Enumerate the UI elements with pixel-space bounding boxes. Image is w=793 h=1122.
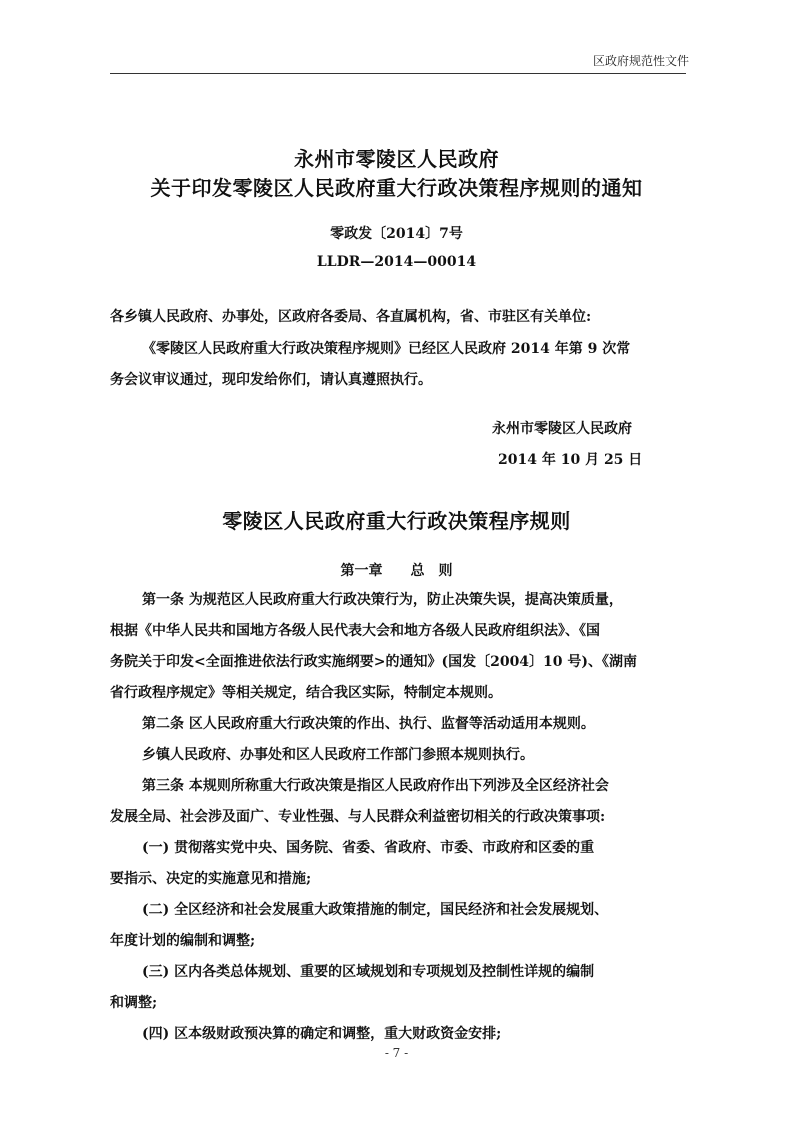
signature-organization: 永州市零陵区人民政府: [492, 421, 632, 437]
article-paragraph: 第二条 区人民政府重大行政决策的作出、执行、监督等活动适用本规则。: [142, 716, 595, 732]
article-paragraph: 发展全局、社会涉及面广、专业性强、与人民群众利益密切相关的行政决策事项:: [110, 809, 606, 825]
rules-title: 零陵区人民政府重大行政决策程序规则: [222, 509, 571, 533]
article-paragraph: 务院关于印发<全面推进依法行政实施纲要>的通知》(国发〔2004〕10 号)、《湖南: [110, 654, 638, 670]
addressee-line: 各乡镇人民政府、办事处，区政府各委局、各直属机构，省、市驻区有关单位:: [110, 309, 592, 325]
article-paragraph: 第三条 本规则所称重大行政决策是指区人民政府作出下列涉及全区经济社会: [142, 778, 609, 794]
issuer-title: 永州市零陵区人民政府: [294, 147, 499, 171]
signature-date: 2014 年 10 月 25 日: [498, 452, 643, 468]
page-number: - 7 -: [384, 1046, 409, 1060]
document-category-tag: 区政府规范性文件: [592, 54, 689, 68]
list-item: (三) 区内各类总体规划、重要的区域规划和专项规划及控制性详规的编制: [142, 964, 595, 980]
notice-body: 务会议审议通过，现印发给你们，请认真遵照执行。: [110, 372, 432, 388]
article-paragraph: 第一条 为规范区人民政府重大行政决策行为，防止决策失误，提高决策质量，: [142, 592, 623, 608]
notice-title: 关于印发零陵区人民政府重大行政决策程序规则的通知: [150, 176, 643, 200]
list-item: 年度计划的编制和调整;: [110, 933, 256, 949]
list-item: (一) 贯彻落实党中央、国务院、省委、省政府、市委、市政府和区委的重: [142, 840, 595, 856]
document-code: LLDR—2014—00014: [316, 254, 477, 270]
list-item: (四) 区本级财政预决算的确定和调整，重大财政资金安排;: [142, 1026, 502, 1042]
list-item: 要指示、决定的实施意见和措施;: [110, 871, 312, 887]
article-paragraph: 根据《中华人民共和国地方各级人民代表大会和地方各级人民政府组织法》、《国: [110, 623, 600, 639]
article-paragraph: 乡镇人民政府、办事处和区人民政府工作部门参照本规则执行。: [142, 747, 534, 763]
list-item: (二) 全区经济和社会发展重大政策措施的制定，国民经济和社会发展规划、: [142, 902, 609, 918]
article-paragraph: 省行政程序规定》等相关规定，结合我区实际，特制定本规则。: [110, 685, 502, 701]
header-divider: [110, 73, 686, 74]
chapter-heading: 第一章 总 则: [340, 563, 453, 579]
document-number: 零政发〔2014〕7号: [330, 226, 463, 242]
notice-body: 《零陵区人民政府重大行政决策程序规则》已经区人民政府 2014 年第 9 次常: [142, 341, 631, 357]
list-item: 和调整;: [110, 995, 158, 1011]
